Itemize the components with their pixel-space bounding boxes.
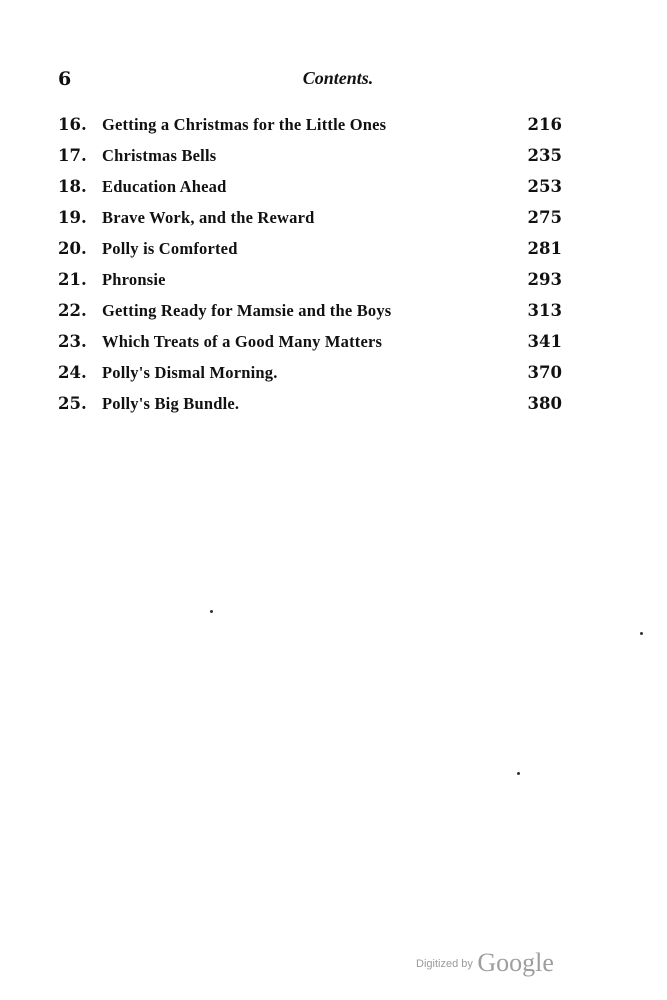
chapter-number: 24. xyxy=(58,363,87,382)
table-of-contents xyxy=(58,112,570,422)
chapter-title: Which Treats of a Good Many Matters xyxy=(102,332,383,351)
page-number: 6 xyxy=(58,68,72,90)
dot-leaders xyxy=(208,213,490,227)
chapter-title: Getting Ready for Mamsie and the Boys xyxy=(102,301,392,320)
toc-entry xyxy=(58,329,570,360)
chapter-number: 17. xyxy=(58,146,87,165)
running-title: Contents. xyxy=(302,68,374,88)
page-reference: 341 xyxy=(527,332,562,351)
chapter-number: 21. xyxy=(58,270,87,289)
dot-leaders xyxy=(208,275,490,289)
chapter-title: Polly's Big Bundle. xyxy=(102,394,240,413)
digitized-by-label: Digitized by xyxy=(416,958,473,970)
page-reference: 216 xyxy=(527,115,562,134)
dot-leaders xyxy=(208,182,490,196)
toc-entry xyxy=(58,174,570,205)
page-reference: 313 xyxy=(527,301,562,320)
toc-entry xyxy=(58,205,570,236)
chapter-title: Phronsie xyxy=(102,270,166,289)
dot-leaders xyxy=(208,368,490,382)
chapter-title: Education Ahead xyxy=(102,177,227,196)
dot-leaders xyxy=(208,120,490,134)
chapter-title: Polly's Dismal Morning. xyxy=(102,363,278,382)
toc-entry xyxy=(58,112,570,143)
google-logo: Google xyxy=(477,948,554,977)
chapter-title: Getting a Christmas for the Little Ones xyxy=(102,115,387,134)
toc-entry xyxy=(58,360,570,391)
page-reference: 235 xyxy=(527,146,562,165)
page-reference: 370 xyxy=(527,363,562,382)
chapter-number: 22. xyxy=(58,301,87,320)
dot-leaders xyxy=(208,244,490,258)
page-reference: 275 xyxy=(527,208,562,227)
dot-leaders xyxy=(208,337,490,351)
chapter-title: Polly is Comforted xyxy=(102,239,238,258)
chapter-title: Christmas Bells xyxy=(102,146,217,165)
chapter-number: 18. xyxy=(58,177,87,196)
page-header xyxy=(58,68,618,98)
page-reference: 293 xyxy=(527,270,562,289)
toc-entry xyxy=(58,298,570,329)
toc-entry xyxy=(58,267,570,298)
dot-leaders xyxy=(208,306,490,320)
ink-speck xyxy=(517,772,520,775)
chapter-number: 23. xyxy=(58,332,87,351)
dot-leaders xyxy=(208,399,490,413)
toc-entry xyxy=(58,236,570,267)
dot-leaders xyxy=(208,151,490,165)
toc-entry xyxy=(58,391,570,422)
page-reference: 253 xyxy=(527,177,562,196)
ink-speck xyxy=(210,610,213,613)
chapter-title: Brave Work, and the Reward xyxy=(102,208,315,227)
chapter-number: 19. xyxy=(58,208,87,227)
page-reference: 281 xyxy=(527,239,562,258)
page-reference: 380 xyxy=(527,394,562,413)
ink-speck xyxy=(640,632,643,635)
chapter-number: 20. xyxy=(58,239,87,258)
digitization-watermark xyxy=(416,948,554,978)
toc-entry xyxy=(58,143,570,174)
chapter-number: 25. xyxy=(58,394,87,413)
chapter-number: 16. xyxy=(58,115,87,134)
